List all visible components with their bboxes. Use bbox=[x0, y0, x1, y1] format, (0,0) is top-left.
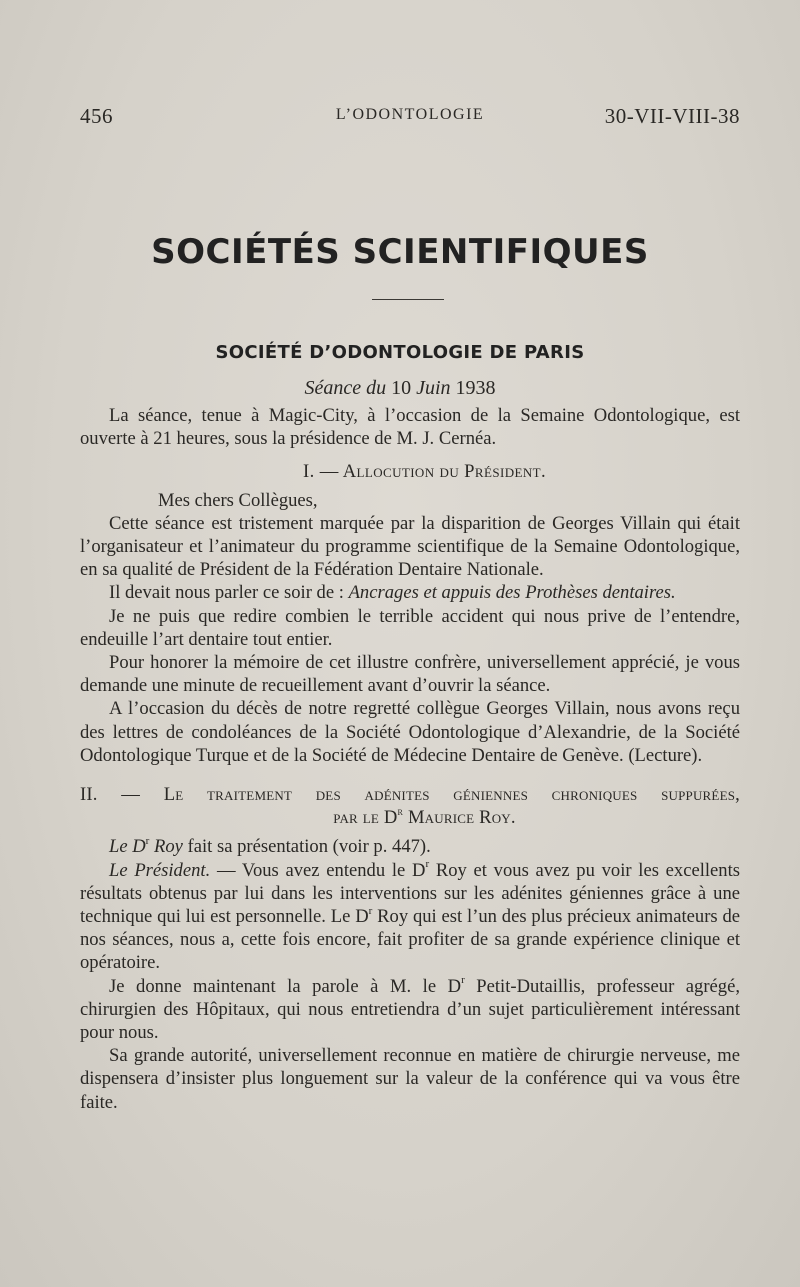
paragraph: Le Président. — Vous avez entendu le $D^r$ Roy et vous avez pu voir les excellents résultats obtenus par lui dans les interventions sur les adénites géniennes grâce à une technique qui lui est personnelle. Le $D^r$ Roy qui est l’un des plus précieux animateurs de nos séances, nous a, cette fois encore, fait profiter de sa grande expérience clinique et opératoire. bbox=[80, 858, 740, 974]
section-2-heading-line1: II. — Le traitement des adénites géniennes chroniques suppurées, bbox=[80, 784, 740, 806]
paragraph: Pour honorer la mémoire de cet illustre confrère, universellement apprécié, je vous demande une minute de recueillement avant d’ouvrir la séance. bbox=[80, 652, 740, 697]
session-year: 1938 bbox=[455, 377, 496, 399]
session-date bbox=[0, 377, 800, 400]
paragraph: Je donne maintenant la parole à M. le $D^r$ Petit-Dutaillis, professeur agrégé, chirurgien des Hôpitaux, qui nous entretiendra d’un sujet particulièrement intéressant pour nous. bbox=[80, 974, 740, 1044]
page-title: SOCIÉTÉS SCIENTIFIQUES bbox=[151, 232, 649, 272]
lecture-title: Ancrages et appuis des Prothèses dentaires. bbox=[348, 582, 676, 604]
section-1-heading: I. — Allocution du Président. bbox=[303, 461, 546, 483]
paragraph: Cette séance est tristement marquée par la disparition de Georges Villain qui était l’organisateur et l’animateur du programme scientifique de la Semaine Odontologique, en sa qualité de Président de la Fédération Dentaire Nationale. bbox=[80, 512, 740, 581]
page-number: 456 bbox=[80, 104, 113, 128]
paragraph: Le $D^r$ Roy fait sa présentation (voir p. 447). bbox=[109, 835, 431, 858]
journal-title: L’ODONTOLOGIE bbox=[335, 106, 485, 123]
session-day: 10 bbox=[391, 377, 412, 399]
salutation: Mes chers Collègues, bbox=[158, 489, 318, 511]
paragraph: Il devait nous parler ce soir de : Ancrages et appuis des Prothèses dentaires. bbox=[109, 582, 676, 604]
section-2-heading-line2: par le $D^r$ Maurice Roy. bbox=[333, 806, 516, 829]
paragraph: A l’occasion du décès de notre regretté collègue Georges Villain, nous avons reçu des lettres de condoléances de la Société Odontologique d’Alexandrie, de la Société Odontologique Turque et de la Société de Médecine Dentaire de Genève. (Lecture). bbox=[80, 698, 740, 766]
paragraph: Sa grande autorité, universellement reconnue en matière de chirurgie nerveuse, me dispensera d’insister plus longuement sur la valeur de la conférence qui va vous être faite. bbox=[80, 1045, 740, 1113]
running-header bbox=[80, 104, 740, 134]
title-divider bbox=[372, 299, 444, 300]
session-prefix: Séance du bbox=[304, 377, 387, 399]
session-month: Juin bbox=[416, 377, 451, 399]
issue-date: 30-VII-VIII-38 bbox=[604, 104, 740, 128]
intro-paragraph: La séance, tenue à Magic-City, à l’occasion de la Semaine Odontologique, est ouverte à 21 heures, sous la présidence de M. J. Cernéa. bbox=[80, 405, 740, 450]
paragraph: Je ne puis que redire combien le terrible accident qui nous prive de l’entendre, endeuille l’art dentaire tout entier. bbox=[80, 605, 740, 650]
article-body bbox=[80, 404, 740, 1114]
society-title: SOCIÉTÉ D’ODONTOLOGIE DE PARIS bbox=[215, 342, 585, 363]
